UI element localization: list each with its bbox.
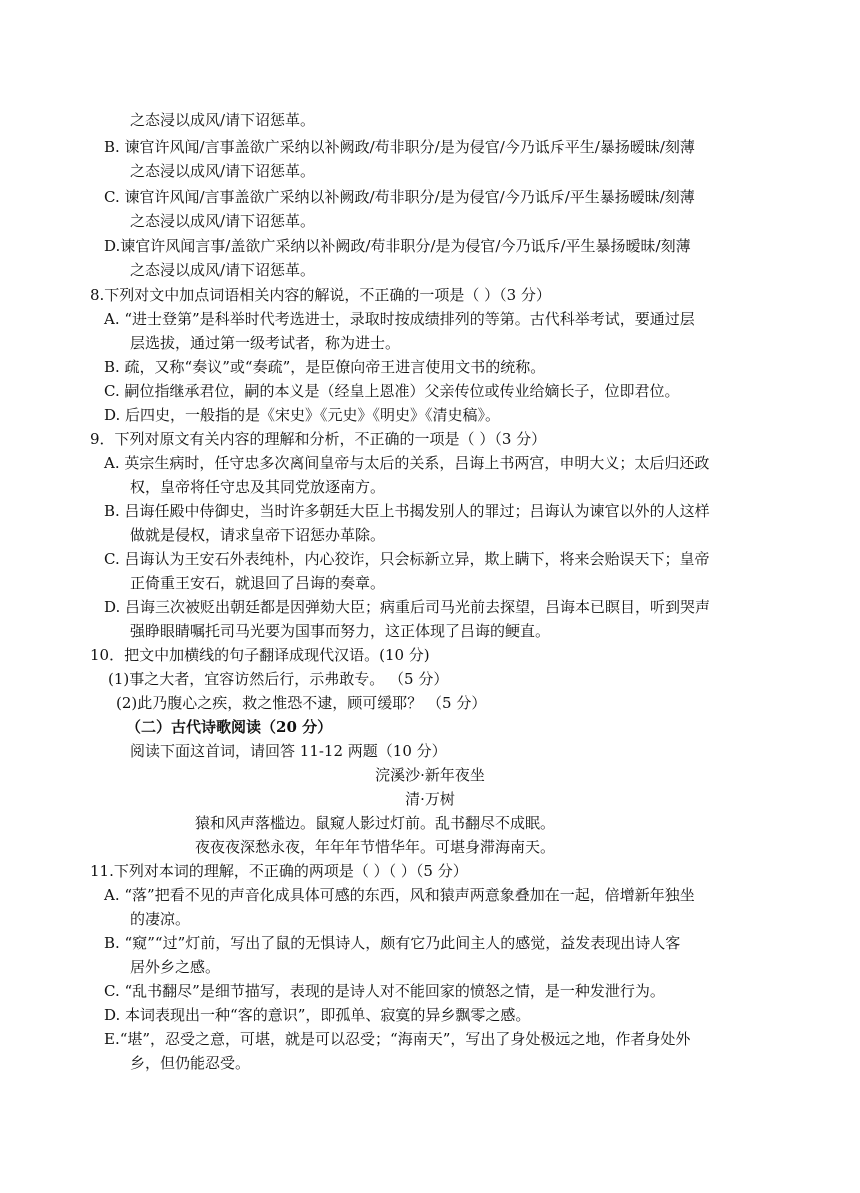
q11-stem: 11.下列对本词的理解，不正确的两项是（ ）（ ）（5 分）	[90, 862, 468, 880]
q11-option-e-cont: 乡，但仍能忍受。	[130, 1054, 251, 1072]
q10-sentence-1: (1)事之大者，宜容访然后行，示弗敢专。 （5 分）	[108, 670, 449, 688]
q11-option-b: B. “窥”“过”灯前，写出了鼠的无惧诗人，颇有它乃此间主人的感觉，益发表现出诗人客	[104, 934, 681, 952]
q7-option-b: B. 谏官许风闻/言事盖欲广采纳以补阙政/苟非职分/是为侵官/今乃诋斥平生/暴扬暧昧/刻薄	[104, 138, 695, 156]
poem-line-2: 夜夜夜深愁永夜，年年年节惜华年。可堪身滞海南天。	[195, 838, 556, 856]
q9-option-c-cont: 正倚重王安石，就退回了吕诲的奏章。	[130, 574, 386, 592]
q9-option-a: A. 英宗生病时，任守忠多次离间皇帝与太后的关系，吕诲上书两宫，申明大义；太后归还政	[104, 454, 710, 472]
q8-stem: 8.下列对文中加点词语相关内容的解说，不正确的一项是（ ）（3 分）	[90, 286, 551, 304]
q7-option-a-tail: 之态浸以成风/请下诏惩革。	[130, 111, 316, 129]
q8-option-b: B. 疏，又称“奏议”或“奏疏”，是臣僚向帝王进言使用文书的统称。	[104, 358, 546, 376]
section-heading: （二）古代诗歌阅读（20 分）	[126, 718, 333, 736]
q8-option-a-cont: 层选拔，通过第一级考试者，称为进士。	[130, 334, 401, 352]
q11-option-d: D. 本词表现出一种“客的意识”，即孤单、寂寞的异乡飘零之感。	[104, 1006, 531, 1024]
q8-option-c: C. 嗣位指继承君位，嗣的本义是（经皇上恩准）父亲传位或传业给嫡长子，位即君位。	[104, 382, 680, 400]
q9-stem: 9．下列对原文有关内容的理解和分析，不正确的一项是（ ）（3 分）	[90, 430, 547, 448]
q10-sentence-2: (2)此乃腹心之疾，救之惟恐不逮，顾可缓耶？ （5 分）	[116, 694, 487, 712]
poem-line-1: 猿和风声落槛边。鼠窥人影过灯前。乱书翻尽不成眠。	[195, 814, 556, 832]
q7-option-c-cont: 之态浸以成风/请下诏惩革。	[130, 212, 316, 230]
q10-stem: 10．把文中加横线的句子翻译成现代汉语。(10 分)	[90, 646, 430, 664]
q9-option-b-cont: 做就是侵权，请求皇帝下诏惩办革除。	[130, 526, 386, 544]
q8-option-d: D. 后四史，一般指的是《宋史》《元史》《明史》《清史稿》。	[104, 406, 501, 424]
q9-option-d: D. 吕诲三次被贬出朝廷都是因弹劾大臣；病重后司马光前去探望，吕诲本已瞑目，听到哭声	[104, 598, 711, 616]
q9-option-a-cont: 权，皇帝将任守忠及其同党放逐南方。	[130, 478, 386, 496]
q7-option-d: D.谏官许风闻言事/盖欲广采纳以补阙政/苟非职分/是为侵官/今乃诋斥/平生暴扬暧昧/刻薄	[104, 237, 691, 255]
q8-option-a: A. “进士登第”是科举时代考选进士，录取时按成绩排列的等第。古代科举考试，要通过层	[104, 310, 695, 328]
q11-option-a: A. “落”把看不见的声音化成具体可感的东西，风和猿声两意象叠加在一起，倍增新年独坐	[104, 886, 695, 904]
poem-title: 浣溪沙·新年夜坐	[375, 766, 485, 784]
q11-option-a-cont: 的凄凉。	[130, 910, 191, 928]
q11-option-e: E.“堪”，忍受之意，可堪，就是可以忍受；“海南天”，写出了身处极远之地，作者身处外	[104, 1030, 691, 1048]
section-intro: 阅读下面这首词，请回答 11-12 两题（10 分）	[130, 742, 447, 760]
q9-option-d-cont: 强睁眼睛嘱托司马光要为国事而努力，这正体现了吕诲的鲠直。	[130, 622, 551, 640]
q11-option-b-cont: 居外乡之感。	[130, 958, 221, 976]
q11-option-c: C. “乱书翻尽”是细节描写，表现的是诗人对不能回家的愤怒之情，是一种发泄行为。	[104, 982, 665, 1000]
q7-option-d-cont: 之态浸以成风/请下诏惩革。	[130, 261, 316, 279]
q7-option-c: C. 谏官许风闻/言事盖欲广采纳以补阙政/苟非职分/是为侵官/今乃诋斥/平生暴扬暧昧/刻薄	[104, 188, 695, 206]
q9-option-c: C. 吕诲认为王安石外表纯朴，内心狡诈，只会标新立异，欺上瞒下，将来会贻误天下；皇帝	[104, 550, 710, 568]
q7-option-b-cont: 之态浸以成风/请下诏惩革。	[130, 162, 316, 180]
q9-option-b: B. 吕诲任殿中侍御史，当时许多朝廷大臣上书揭发别人的罪过；吕诲认为谏官以外的人这样	[104, 502, 710, 520]
poem-author: 清·万树	[405, 790, 455, 808]
